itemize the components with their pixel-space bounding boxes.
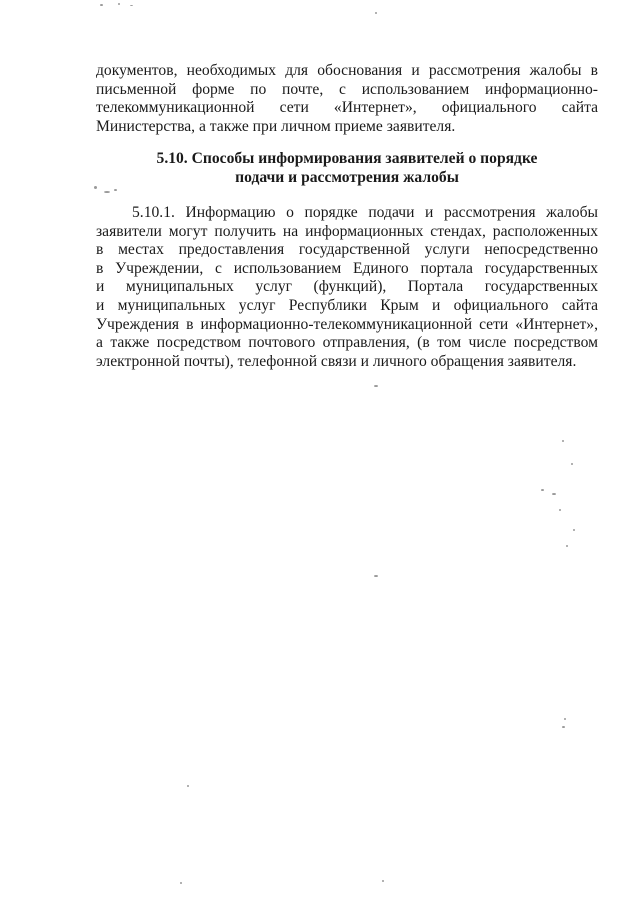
body-line: электронной почты), телефонной связи и личного обращения заявителя. [96,352,577,370]
heading-line: подачи и рассмотрения жалобы [235,168,459,186]
scan-speck [130,5,133,6]
intro-line: письменной форме по почте, с использованием информационно- [96,80,598,98]
heading-line: 5.10. Способы информирования заявителей о порядке [156,150,538,167]
body-line: а также посредством почтового отправления, (в том числе посредством [96,334,598,352]
scan-speck [562,440,564,442]
scan-speck [375,12,377,14]
scan-speck [571,463,573,465]
body-line: 5.10.1. Информацию о порядке подачи и рассмотрения жалобы [132,204,598,221]
body-line: и муниципальных услуг Республики Крым и официального сайта [96,296,598,314]
scan-speck [552,493,556,495]
scan-speck [566,545,568,547]
body-line: заявители могут получить на информационных стендах, расположенных [96,222,598,240]
intro-line: Министерства, а также при личном приеме заявителя. [96,117,456,135]
scan-speck [187,785,189,787]
body-paragraph [96,204,598,371]
scan-speck [559,509,561,511]
scan-speck [562,726,565,728]
scan-speck [104,191,110,193]
body-line: в Учреждении, с использованием Единого портала государственных [96,259,598,277]
section-heading [96,150,598,187]
scan-speck [114,189,117,191]
scan-speck [374,575,378,577]
scan-speck [100,4,103,6]
body-line: в местах предоставления государственной услуги непосредственно [96,241,598,259]
scan-speck [573,529,575,531]
body-line: и муниципальных услуг (функций), Портала государственных [96,278,598,296]
scan-speck [382,880,384,882]
scan-speck [118,3,120,5]
scan-speck [374,385,378,387]
scan-speck [180,882,182,884]
intro-line: документов, необходимых для обоснования и рассмотрения жалобы в [96,62,598,79]
intro-line: телекоммуникационной сети «Интернет», официального сайта [96,99,598,117]
body-line: Учреждения в информационно-телекоммуникационной сети «Интернет», [96,315,598,333]
scan-speck [541,489,544,491]
intro-paragraph [96,62,598,136]
scan-speck [564,718,566,720]
scan-speck [94,186,97,189]
